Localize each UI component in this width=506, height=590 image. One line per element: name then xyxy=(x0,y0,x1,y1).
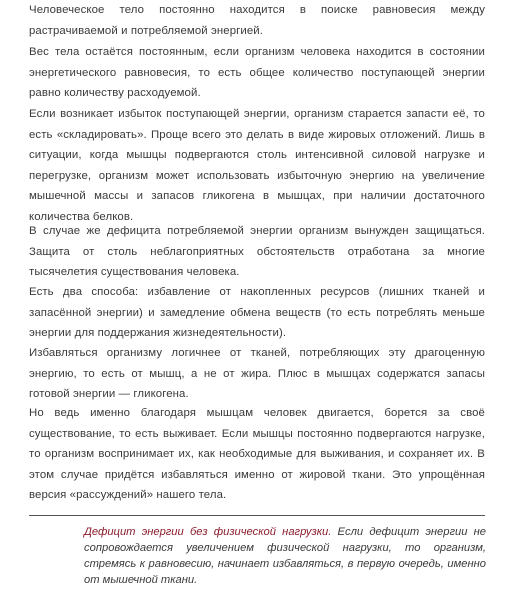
paragraph-6: Избавляться организму логичнее от тканей, потребляющих эту драгоценную энергию, то есть от мышц, а не от жира. Плюс в мышцах содержатся запасы готовой энергии — гликогена. xyxy=(29,347,485,401)
paragraph-4: В случае же дефицита потребляемой энергии организм вынужден защищаться. Защита от столь неблагоприятных обстоятельств отработана за многие тысячелетия существования человека. xyxy=(29,225,485,279)
callout-text: Если дефицит энергии не сопровождается увеличением физической нагрузки, то организм, стремясь к равновесию, начинает избавляться, в первую очередь, именно от мышечной ткани. xyxy=(84,526,487,586)
callout-note xyxy=(84,524,486,588)
paragraph-5: Есть два способа: избавление от накопленных ресурсов (лишних тканей и запасённой энергии) и замедление обмена веществ (то есть потреблять меньше энергии для поддержания жизнедеятельности). xyxy=(29,286,485,340)
paragraph-1: Человеческое тело постоянно находится в поиске равновесия между растрачиваемой и потребляемой энергией. xyxy=(29,4,485,37)
section-divider xyxy=(29,515,485,516)
paragraph-7: Но ведь именно благодаря мышцам человек двигается, борется за своё существование, то есть выживает. Если мышцы постоянно подвергаются нагрузке, то организм воспринимает их, как необходимые для выживания, и сохраняет их. В этом случае придётся избавляться именно от жировой ткани. Это упрощённая версия «рассуждений» нашего тела. xyxy=(29,407,485,502)
paragraph-3: Если возникает избыток поступающей энергии, организм старается запасти её, то есть «складировать». Проще всего это делать в виде жировых отложений. Лишь в ситуации, когда мышцы подвергаются столь интенсивной силовой нагрузке и перегрузке, организм может использовать избыточную энергию на увеличение мышечной массы и запасов гликогена в мышцах, при наличии достаточного количества белков. xyxy=(29,108,485,223)
paragraph-2: Вес тела остаётся постоянным, если организм человека находится в состоянии энергетического равновесия, то есть общее количество поступающей энергии равно количеству расходуемой. xyxy=(29,46,485,100)
callout-lead: Дефицит энергии без физической нагрузки. xyxy=(84,526,332,538)
